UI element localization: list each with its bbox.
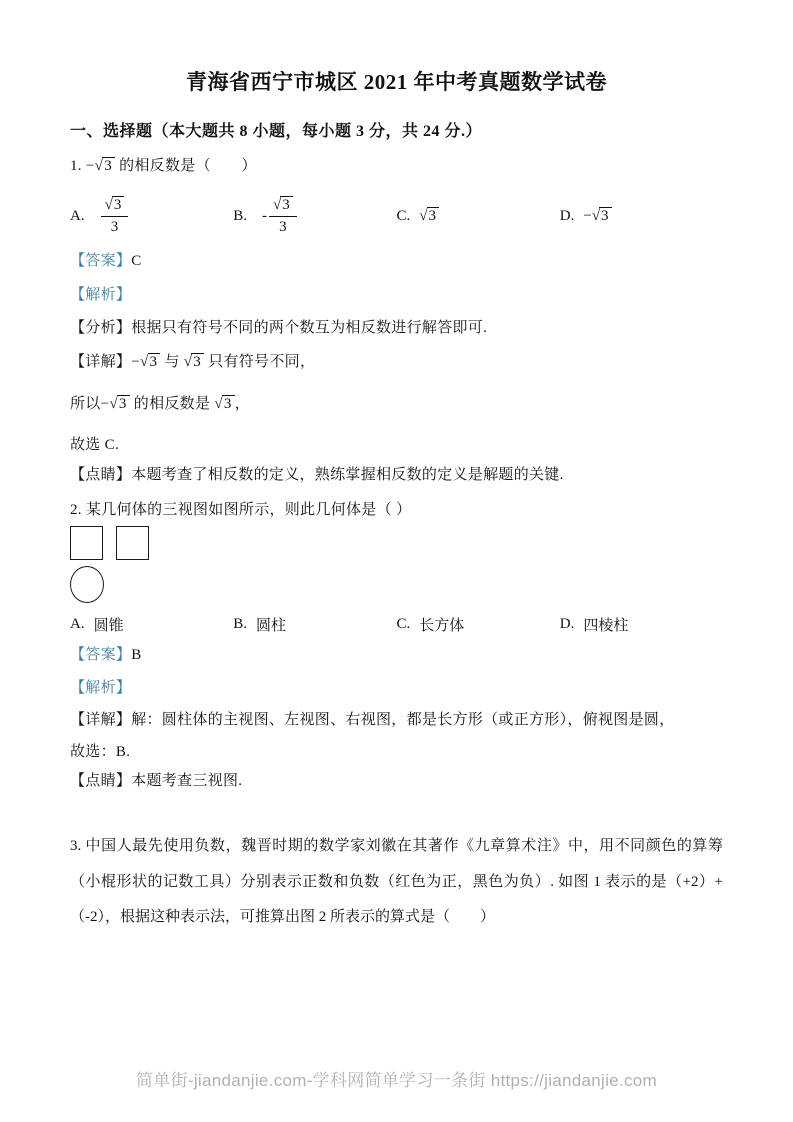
sqrt-expression: √3 <box>95 156 115 176</box>
option-label: C. <box>396 616 411 632</box>
sqrt-expression: √3 <box>105 196 125 214</box>
q2-option-a <box>70 614 233 635</box>
fenxi-text: 根据只有符号不同的两个数互为相反数进行解答即可. <box>131 320 488 336</box>
reason-pre-text: 所以 <box>70 396 101 412</box>
option-label: B. <box>233 616 248 632</box>
section-heading: 一、选择题（本大题共 8 小题，每小题 3 分，共 24 分.） <box>70 123 483 140</box>
side-view-square <box>116 526 149 560</box>
q1-stem <box>70 156 723 176</box>
detail-mid-text: 与 <box>160 354 180 370</box>
q1-fenxi-line <box>70 318 723 338</box>
detail-label: 【详解】 <box>70 354 132 370</box>
note-label: 【点睛】 <box>70 467 132 483</box>
fraction-denominator: 3 <box>110 219 119 236</box>
q1-stem-text: 的相反数是（ ） <box>115 158 257 174</box>
fraction <box>101 196 129 236</box>
minus-sign: − <box>100 396 110 412</box>
sqrt-expression: √3 <box>592 207 612 225</box>
q1-options <box>70 193 723 239</box>
q1-option-a <box>70 193 233 239</box>
reason-mid-text: 的相反数是 <box>129 396 211 412</box>
analysis-label: 【解析】 <box>70 287 132 303</box>
fraction-numerator <box>269 196 297 217</box>
sqrt-expression: √3 <box>273 196 293 214</box>
q2-option-c <box>397 614 560 635</box>
page-title: 青海省西宁市城区 2021 年中考真题数学试卷 <box>186 70 607 94</box>
q3-stem: 3. 中国人最先使用负数，魏晋时期的数学家刘徽在其著作《九章算术注》中，用不同颜色的算筹（小棍形状的记数工具）分别表示正数和负数（红色为正，黑色为负）. 如图 1 表示的是（+2）+（-2），根据这种表示法，可推算出图 2 所表示的算式是（ ） <box>70 838 723 925</box>
fraction-denominator: 3 <box>279 219 287 236</box>
q2-answer-line <box>70 645 723 665</box>
three-view-figure <box>70 526 723 603</box>
sqrt-expression: √3 <box>184 350 204 375</box>
minus-sign: − <box>85 158 95 174</box>
q2-option-b <box>233 614 396 635</box>
fraction-numerator <box>101 196 129 217</box>
option-label: D. <box>559 616 575 632</box>
answer-label: 【答案】 <box>70 647 132 663</box>
q1-reasoning-line <box>70 392 723 417</box>
option-label: D. <box>559 207 575 224</box>
option-label: C. <box>396 207 411 224</box>
q1-option-c <box>397 193 560 239</box>
answer-label: 【答案】 <box>70 253 132 269</box>
q1-option-b <box>233 193 396 239</box>
note-label: 【点睛】 <box>70 773 132 789</box>
reason-post-text: ， <box>234 396 251 412</box>
page-footer: 简单街-jiandanjie.com-学科网简单学习一条街 https://jiandanjie.com <box>135 1071 658 1090</box>
front-view-square <box>70 526 103 560</box>
answer-value: B <box>131 647 142 663</box>
option-text: 四棱柱 <box>583 618 629 634</box>
answer-value: C <box>131 253 142 269</box>
fenxi-label: 【分析】 <box>70 320 132 336</box>
top-view-circle <box>70 566 104 603</box>
minus-sign: - <box>262 207 268 224</box>
note-text: 本题考查三视图. <box>131 773 243 789</box>
sqrt-expression: √3 <box>214 392 234 417</box>
conclusion-text: 故选：B. <box>70 744 131 760</box>
minus-sign: − <box>583 207 592 224</box>
q1-answer-line <box>70 251 723 271</box>
option-label: B. <box>233 207 248 224</box>
sqrt-expression: √3 <box>140 350 160 375</box>
q1-remark-line <box>70 465 723 485</box>
q1-analysis-label-line <box>70 285 723 305</box>
q2-conclusion-line <box>70 742 723 762</box>
q2-remark-line <box>70 771 723 791</box>
detail-post-text: 只有符号不同， <box>204 354 316 370</box>
fraction <box>269 196 297 236</box>
option-label: A. <box>70 616 85 632</box>
q2-options <box>70 614 723 635</box>
detail-text: 解：圆柱体的主视图、左视图、右视图，都是长方形（或正方形），俯视图是圆， <box>131 712 675 728</box>
sqrt-expression: √3 <box>109 392 129 417</box>
note-text: 本题考查了相反数的定义，熟练掌握相反数的定义是解题的关键. <box>131 467 564 483</box>
sqrt-expression: √3 <box>419 207 439 225</box>
q2-option-d <box>560 614 723 635</box>
detail-label: 【详解】 <box>70 712 132 728</box>
q1-number: 1. <box>70 158 86 174</box>
q1-option-d <box>560 193 723 239</box>
three-view-squares <box>70 526 723 560</box>
q1-conclusion-line <box>70 435 723 455</box>
q2-detail-line <box>70 710 723 730</box>
q2-stem: 2. 某几何体的三视图如图所示，则此几何体是（ ） <box>70 502 412 518</box>
option-text: 长方体 <box>419 618 465 634</box>
option-text: 圆柱 <box>256 618 287 634</box>
minus-sign: − <box>131 354 140 370</box>
q2-analysis-label-line <box>70 678 723 698</box>
conclusion-text: 故选 C. <box>70 437 120 453</box>
option-label: A. <box>70 207 85 224</box>
analysis-label: 【解析】 <box>70 680 132 696</box>
option-text: 圆锥 <box>93 618 124 634</box>
q1-detail-line <box>70 350 723 375</box>
